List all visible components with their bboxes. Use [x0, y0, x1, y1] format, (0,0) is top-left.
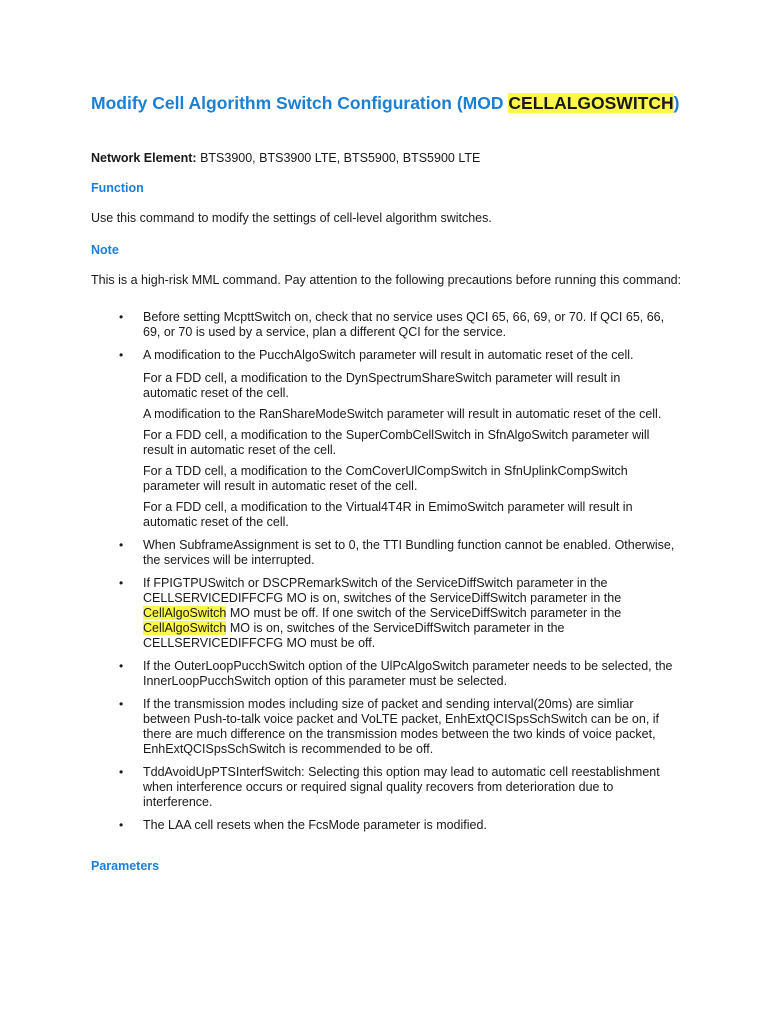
bullet-icon: • [119, 576, 124, 590]
sub-ranshare: A modification to the RanShareModeSwitch parameter will result in automatic reset of the cell. [143, 407, 662, 421]
list-item [117, 348, 677, 530]
list-item [117, 576, 677, 651]
fpi-part3: MO is on, switches of the ServiceDiffSwitch parameter in the CELLSERVICEDIFFCFG MO must be off. [143, 621, 565, 650]
page-title [91, 93, 711, 114]
bullet-tdd-text: TddAvoidUpPTSInterfSwitch: Selecting this option may lead to automatic cell reestablishment when interference occurs or required signal quality recovers from deterioration due to interference. [143, 765, 660, 809]
bullet-icon: • [119, 348, 124, 362]
list-item [117, 818, 677, 833]
network-element-line [91, 150, 480, 166]
title-close: ) [673, 93, 680, 113]
network-element-label: Network Element: [91, 151, 197, 165]
bullet-mcptt-text: Before setting McpttSwitch on, check that no service uses QCI 65, 66, 69, or 70. If QCI 65, 66, 69, or 70 is used by a service, plan a different QCI for the service. [143, 310, 665, 339]
parameters-heading: Parameters [91, 859, 160, 873]
fpi-part2: MO must be off. If one switch of the ServiceDiffSwitch parameter in the [226, 606, 622, 620]
network-element-value: BTS3900, BTS3900 LTE, BTS5900, BTS5900 LTE [196, 151, 481, 165]
bullet-icon: • [119, 310, 124, 324]
sub-supercomb: For a FDD cell, a modification to the SuperCombCellSwitch in SfnAlgoSwitch parameter will result in automatic reset of the cell. [143, 428, 650, 457]
list-item [117, 538, 677, 568]
function-text: Use this command to modify the settings of cell-level algorithm switches. [91, 211, 492, 225]
list-item [117, 765, 677, 810]
bullet-icon: • [119, 697, 124, 711]
bullet-outerloop-text: If the OuterLoopPucchSwitch option of the UlPcAlgoSwitch parameter needs to be selected, the InnerLoopPucchSwitch option of this parameter must be selected. [143, 659, 673, 688]
list-item [117, 697, 677, 757]
bullet-subframe-text: When SubframeAssignment is set to 0, the TTI Bundling function cannot be enabled. Otherwise, the services will be interrupted. [143, 538, 675, 567]
bullet-pucch-text: A modification to the PucchAlgoSwitch parameter will result in automatic reset of the cell. [143, 348, 634, 362]
function-heading: Function [91, 181, 144, 195]
title-text: Modify Cell Algorithm Switch Configuration (MOD [91, 93, 509, 113]
fpi-part1: If FPIGTPUSwitch or DSCPRemarkSwitch of the ServiceDiffSwitch parameter in the CELLSERVICEDIFFCFG MO is on, switches of the ServiceDiffSwitch parameter in the [143, 576, 622, 605]
bullet-icon: • [119, 538, 124, 552]
bullet-icon: • [119, 818, 124, 832]
bullet-fpi-text [143, 576, 621, 650]
cellalgoswitch-highlight: CellAlgoSwitch [143, 621, 227, 635]
list-item [117, 310, 677, 340]
bullet-transmission-text: If the transmission modes including size of packet and sending interval(20ms) are simliar between Push-to-talk voice packet and VoLTE packet, EnhExtQCISpsSchSwitch can be on, if there are much difference on the transmission modes between the two kinds of voice packet, EnhExtQCISpsSchSwitch is recommended to be off. [143, 697, 660, 756]
bullet-icon: • [119, 765, 124, 779]
list-item [117, 659, 677, 689]
precautions-list [117, 310, 677, 841]
note-heading: Note [91, 243, 119, 257]
cellalgoswitch-highlight: CellAlgoSwitch [143, 606, 227, 620]
note-intro: This is a high-risk MML command. Pay attention to the following precautions before running this command: [91, 273, 682, 287]
pucch-sub-notes [143, 371, 677, 530]
bullet-laa-text: The LAA cell resets when the FcsMode parameter is modified. [143, 818, 487, 832]
sub-dynspectrum: For a FDD cell, a modification to the DynSpectrumShareSwitch parameter will result in automatic reset of the cell. [143, 371, 621, 400]
sub-virtual: For a FDD cell, a modification to the Virtual4T4R in EmimoSwitch parameter will result in automatic reset of the cell. [143, 500, 633, 529]
sub-comcover: For a TDD cell, a modification to the ComCoverUlCompSwitch in SfnUplinkCompSwitch parameter will result in automatic reset of the cell. [143, 464, 628, 493]
bullet-icon: • [119, 659, 124, 673]
title-highlight: CELLALGOSWITCH [508, 93, 674, 113]
